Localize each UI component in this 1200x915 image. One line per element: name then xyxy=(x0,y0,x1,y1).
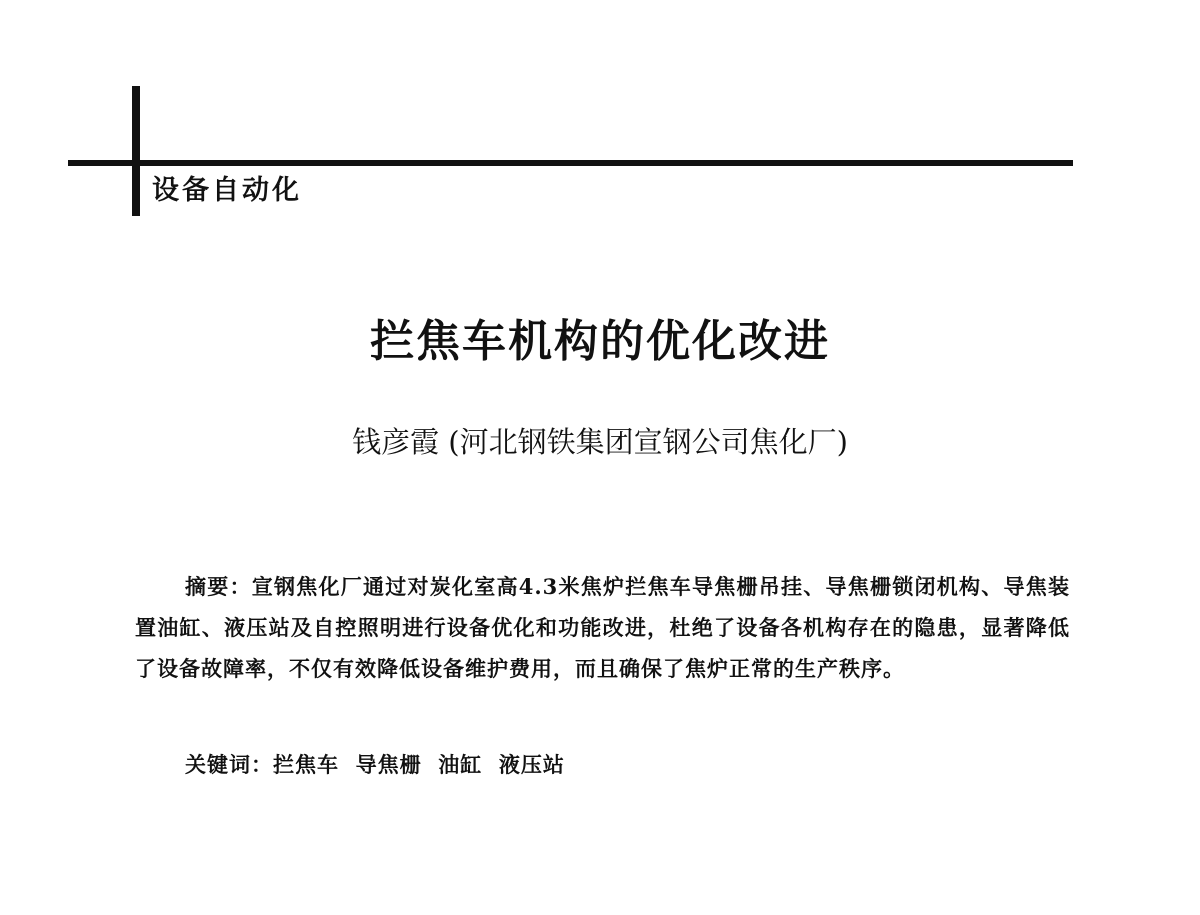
section-label: 设备自动化 xyxy=(152,175,302,206)
abstract-label: 摘要： xyxy=(185,574,252,599)
keywords-label: 关键词： xyxy=(185,752,273,777)
abstract-text: 宣钢焦化厂通过对炭化室高4.3米焦炉拦焦车导焦栅吊挂、导焦栅锁闭机构、导焦装置油缸、液压站及自控照明进行设备优化和功能改进，杜绝了设备各机构存在的隐患，显著降低了设备故障率，不仅有效降低设备维护费用，而且确保了焦炉正常的生产秩序。 xyxy=(135,574,1070,681)
keywords-text: 拦焦车 导焦栅 油缸 液压站 xyxy=(273,752,565,777)
article-title: 拦焦车机构的优化改进 xyxy=(370,316,830,367)
abstract-paragraph xyxy=(135,566,1070,689)
header-horizontal-rule xyxy=(68,160,1073,166)
keywords-line xyxy=(185,744,565,785)
header-vertical-rule xyxy=(132,86,140,216)
author-line: 钱彦霞 (河北钢铁集团宣钢公司焦化厂) xyxy=(352,425,848,459)
